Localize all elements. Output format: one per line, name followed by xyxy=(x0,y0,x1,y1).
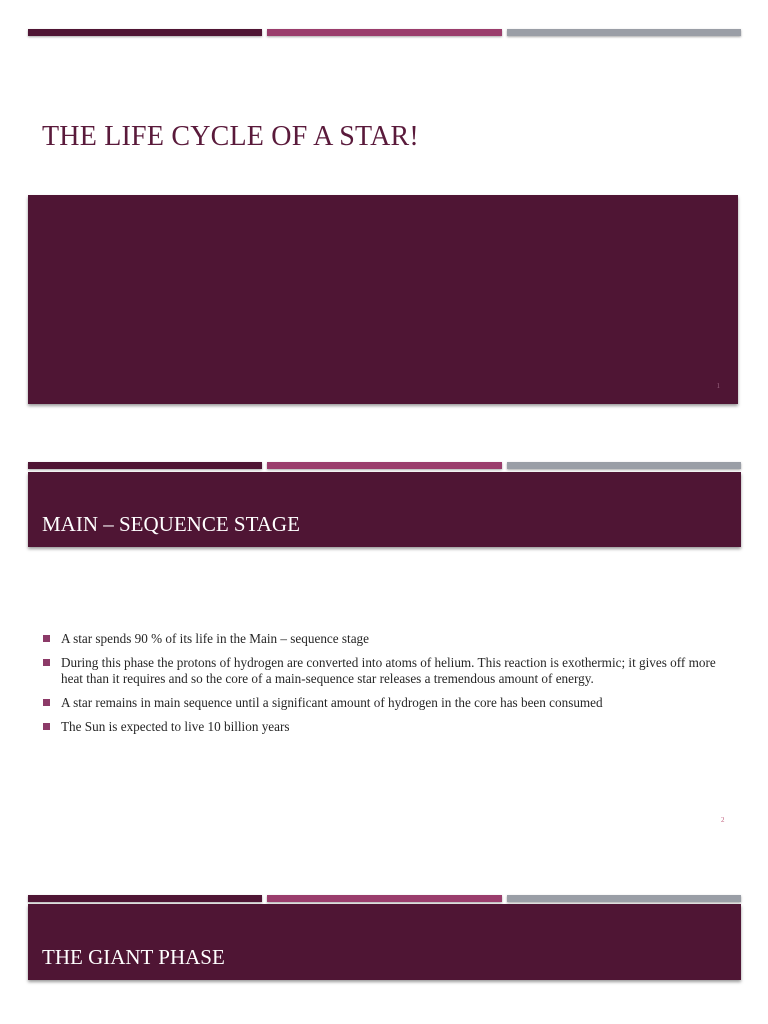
bullet-item xyxy=(42,719,732,735)
bullet-text: The Sun is expected to live 10 billion years xyxy=(61,719,290,734)
accent-stripe-dark xyxy=(28,29,262,36)
slide-3 xyxy=(0,864,768,1024)
bullet-text: A star remains in main sequence until a significant amount of hydrogen in the core has been consumed xyxy=(61,695,603,710)
square-bullet-icon xyxy=(43,699,50,706)
bullet-item xyxy=(42,655,732,687)
accent-stripes xyxy=(28,462,741,469)
accent-stripe-gray xyxy=(507,462,741,469)
accent-stripe-dark xyxy=(28,895,262,902)
slide-title: MAIN – SEQUENCE STAGE xyxy=(42,512,300,536)
bullet-list xyxy=(42,631,732,743)
slide-title: THE LIFE CYCLE OF A STAR! xyxy=(42,121,419,152)
slide-title: THE GIANT PHASE xyxy=(42,945,225,969)
accent-stripe-gray xyxy=(507,29,741,36)
bullet-text: During this phase the protons of hydrogen are converted into atoms of helium. This reaction is exothermic; it gives off more heat than it requires and so the core of a main-sequence star releases a tremendous amount of energy. xyxy=(61,655,716,686)
bullet-item xyxy=(42,695,732,711)
slide-2 xyxy=(0,432,768,864)
slide-1 xyxy=(0,0,768,432)
bullet-text: A star spends 90 % of its life in the Main – sequence stage xyxy=(61,631,370,646)
square-bullet-icon xyxy=(43,723,50,730)
page-number: 1 xyxy=(716,382,720,390)
bullet-item xyxy=(42,631,732,647)
accent-stripes xyxy=(28,895,741,902)
square-bullet-icon xyxy=(43,659,50,666)
accent-stripe-magenta xyxy=(267,895,501,902)
page-number: 2 xyxy=(721,816,725,824)
accent-stripe-magenta xyxy=(267,29,501,36)
title-color-block xyxy=(28,195,738,404)
accent-stripe-dark xyxy=(28,462,262,469)
title-band xyxy=(28,904,741,980)
accent-stripe-gray xyxy=(507,895,741,902)
title-band xyxy=(28,472,741,547)
accent-stripe-magenta xyxy=(267,462,501,469)
accent-stripes xyxy=(28,29,741,36)
square-bullet-icon xyxy=(43,635,50,642)
